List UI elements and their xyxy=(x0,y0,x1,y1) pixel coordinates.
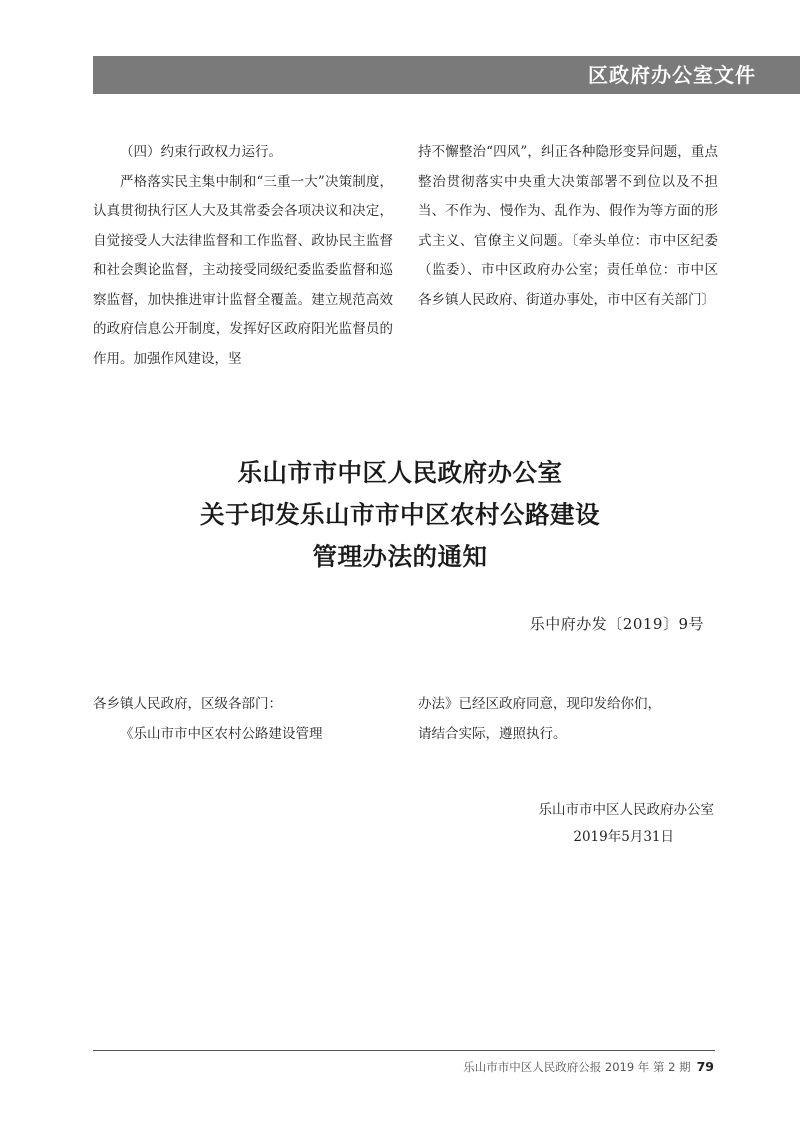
left-column-continued-text xyxy=(93,138,393,374)
left-paragraph: 严格落实民主集中制和“三重一大”决策制度，认真贯彻执行区人大及其常委会各项决议和决定，自觉接受人大法律监督和工作监督、政协民主监督和社会舆论监督，主动接受同级纪委监委监督和巡察监督，加快推进审计监督全覆盖。建立规范高效的政府信息公开制度，发挥好区政府阳光监督员的作用。加强作风建设，坚 xyxy=(93,173,393,367)
header-band xyxy=(93,56,800,94)
notice-title xyxy=(0,452,800,578)
subsection-heading: （四）约束行政权力运行。 xyxy=(120,144,282,160)
issue-date: 2019年5月31日 xyxy=(573,829,674,845)
notice-body-line-2: 请结合实际，遵照执行。 xyxy=(418,725,567,742)
document-number: 乐中府办发〔2019〕9号 xyxy=(529,615,704,633)
notice-body-line-1: 办法》已经区政府同意，现印发给你们， xyxy=(418,696,661,712)
publication-info: 乐山市市中区人民政府公报 2019 年 第 2 期 xyxy=(463,1060,691,1074)
notice-body-start: 《乐山市市中区农村公路建设管理 xyxy=(120,725,323,742)
notice-title-line-1: 乐山市市中区人民政府办公室 xyxy=(237,458,563,487)
signature-block xyxy=(539,797,715,851)
issuing-office: 乐山市市中区人民政府办公室 xyxy=(538,802,714,818)
right-column-continued-text xyxy=(418,138,718,315)
footer-divider xyxy=(93,1050,715,1051)
notice-title-line-2: 关于印发乐山市市中区农村公路建设 xyxy=(200,500,600,529)
notice-body-right xyxy=(418,690,718,749)
addressee: 各乡镇人民政府，区级各部门： xyxy=(93,696,282,712)
page-footer xyxy=(463,1059,714,1075)
page-number: 79 xyxy=(696,1059,714,1074)
notice-body-left xyxy=(93,690,393,749)
right-paragraph: 持不懈整治“四风”，纠正各种隐形变异问题，重点整治贯彻落实中央重大决策部署不到位以及不担当、不作为、慢作为、乱作为、假作为等方面的形式主义、官僚主义问题。〔牵头单位：市中区纪委（监委）、市中区政府办公室；责任单位：市中区各乡镇人民政府、街道办事处，市中区有关部门〕 xyxy=(418,144,718,308)
notice-title-line-3: 管理办法的通知 xyxy=(312,542,488,571)
section-title: 区政府办公室文件 xyxy=(588,63,756,87)
